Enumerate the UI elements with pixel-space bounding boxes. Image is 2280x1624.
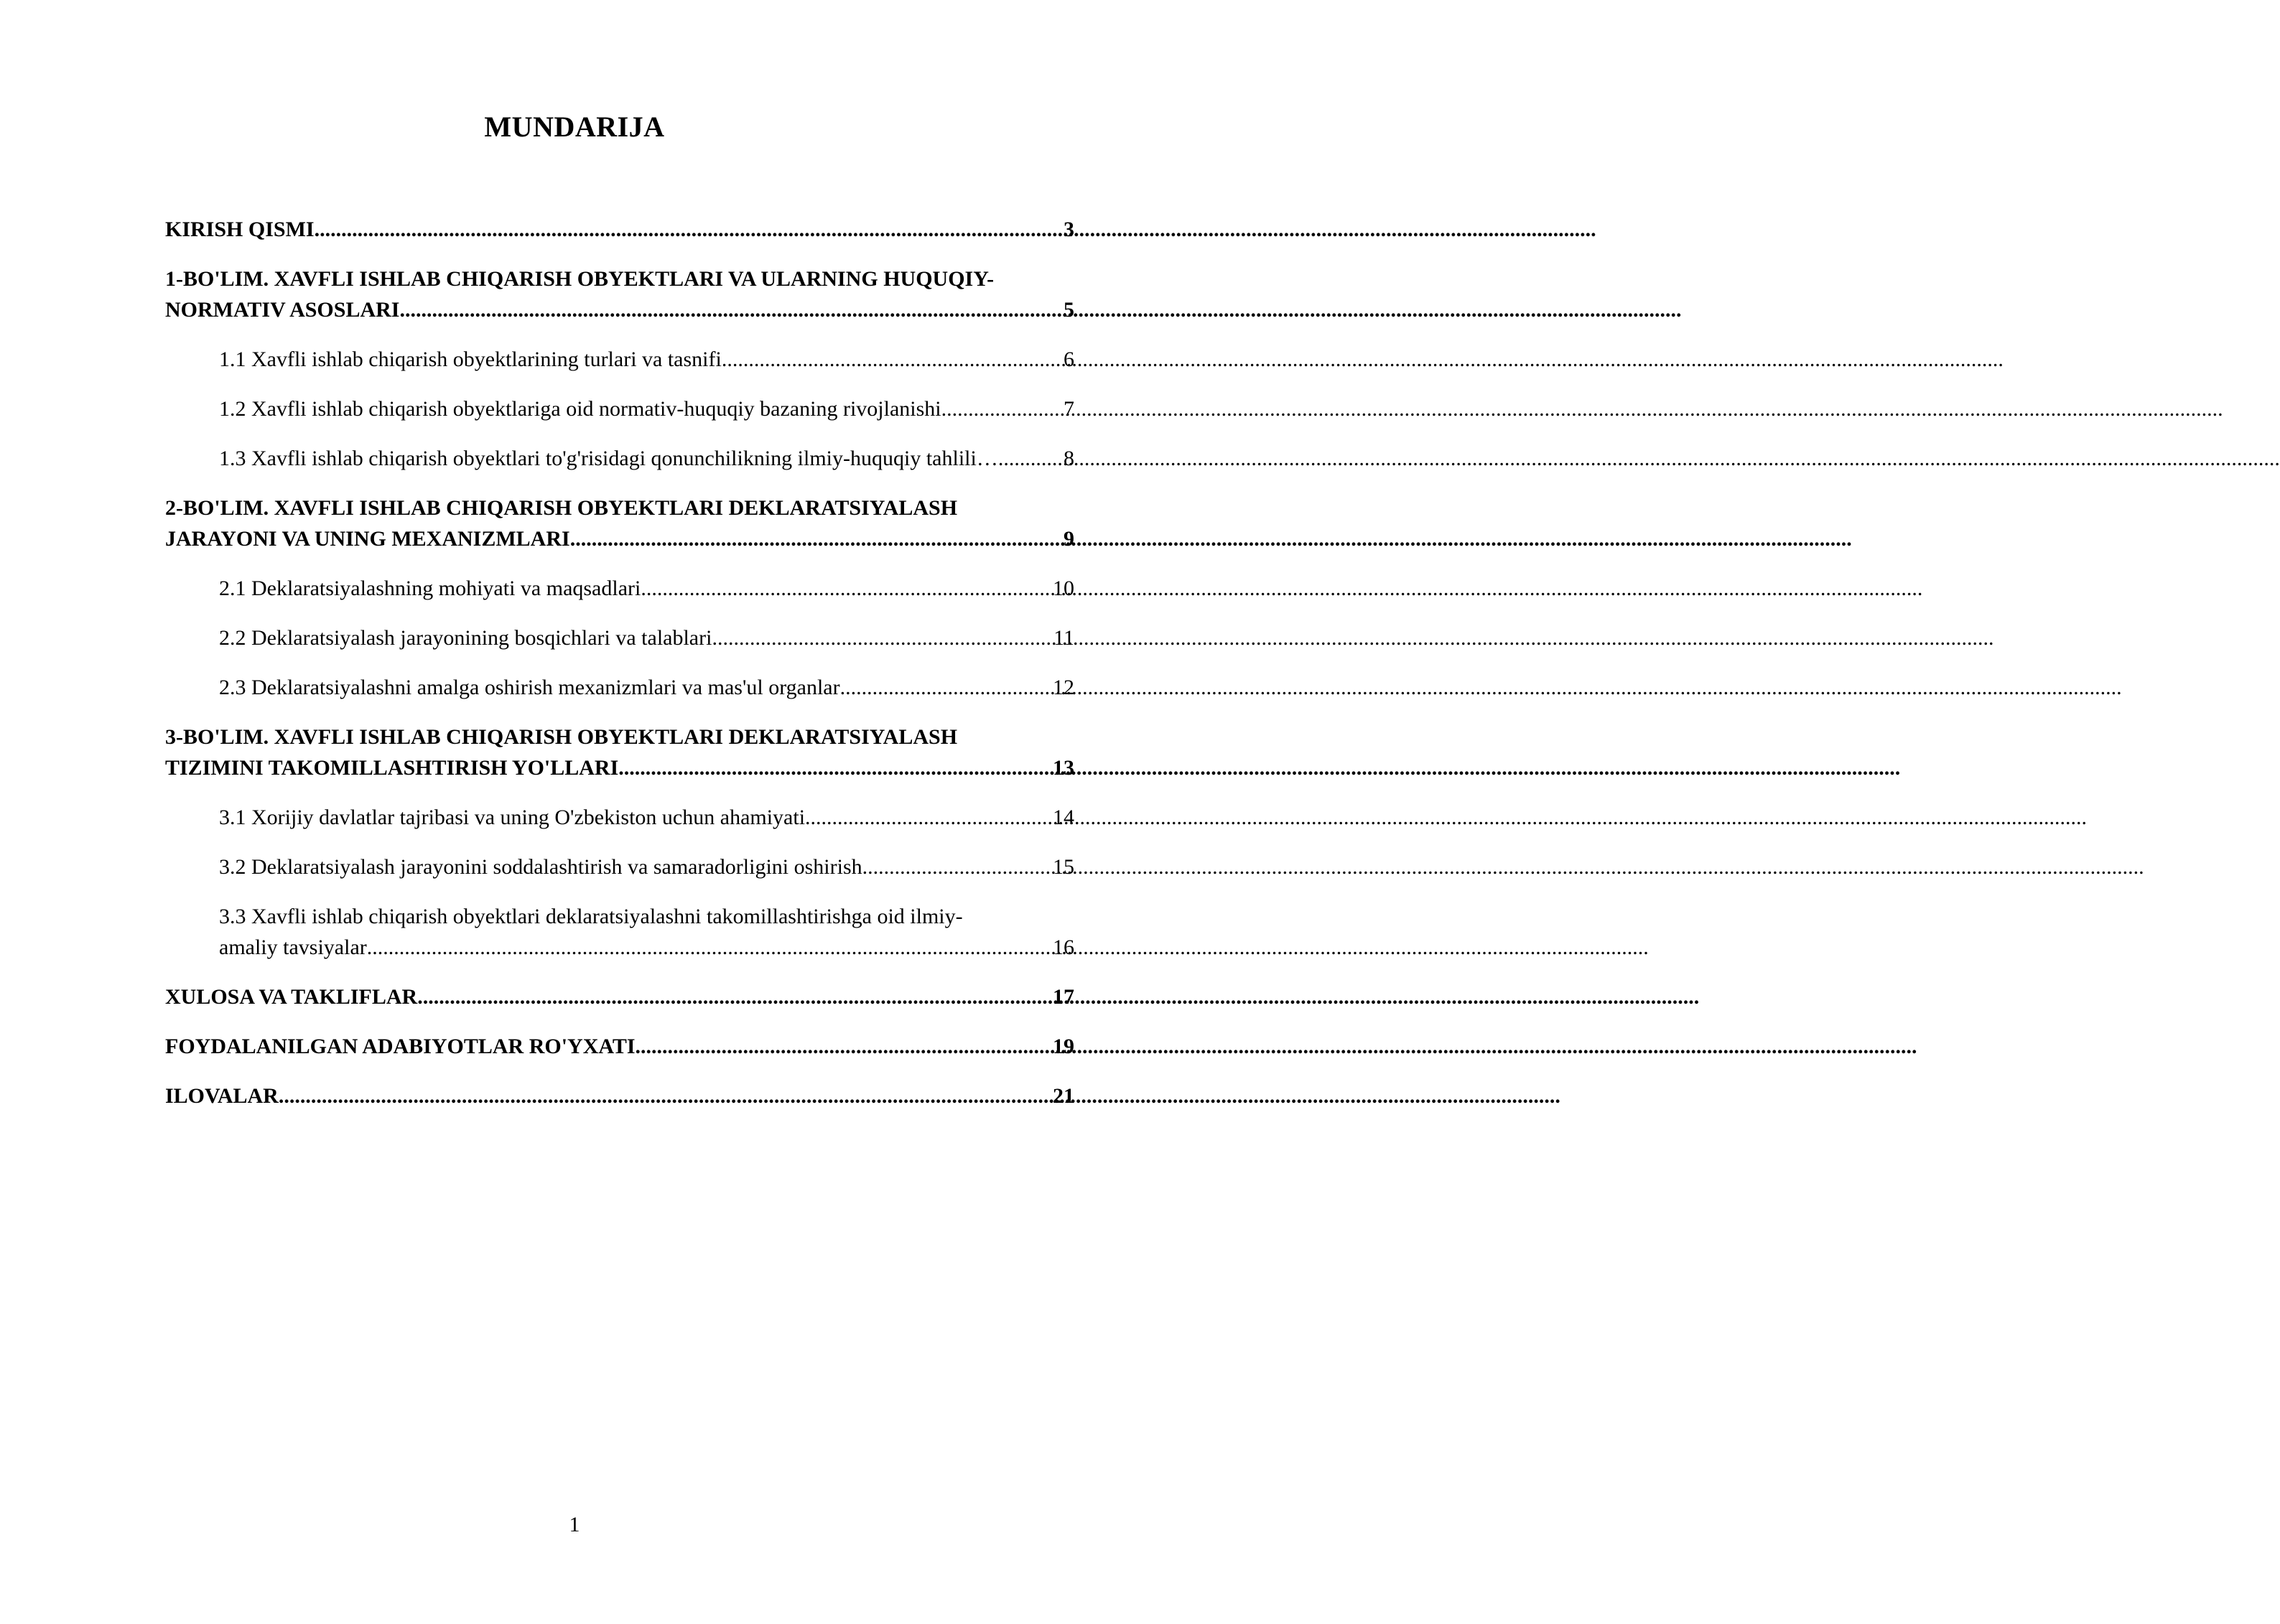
toc-page-number: 15: [1053, 855, 1074, 879]
toc-entry-chapter-2[interactable]: [165, 493, 1074, 554]
toc-entry-2-2[interactable]: [165, 622, 1074, 653]
toc-page-number: 10: [1053, 577, 1074, 600]
toc-entry-3-3[interactable]: [165, 901, 1074, 963]
toc-page-number: 11: [1053, 626, 1074, 650]
toc-leader-dots: [712, 622, 1052, 653]
toc-page-number: 9: [1064, 527, 1074, 551]
toc-entry-chapter-3[interactable]: [165, 722, 1074, 783]
toc-entry-text: ILOVALAR: [165, 1084, 279, 1108]
toc-entry-2-3[interactable]: [165, 672, 1074, 703]
toc-leader-dots: [641, 573, 1051, 604]
toc-leader-dots: [279, 1081, 1051, 1111]
toc-leader-dots: [862, 851, 1051, 882]
toc-leader-dots: [399, 294, 1062, 325]
toc-entry-3-1[interactable]: [165, 802, 1074, 833]
toc-entry-text: NORMATIV ASOSLARI: [165, 298, 400, 322]
toc-entry-text: 3.2 Deklaratsiyalash jarayonini soddalashtirish va samaradorligini oshirish: [219, 855, 862, 879]
toc-entry-text: 1.3 Xavfli ishlab chiqarish obyektlari to'g'risidagi qonunchilikning ilmiy-huquqiy tahlili…: [219, 447, 998, 470]
toc-entry-text: 2.2 Deklaratsiyalash jarayonining bosqichlari va talablari: [219, 626, 712, 650]
toc-entry-text: amaliy tavsiyalar: [219, 935, 367, 959]
page-title: MUNDARIJA: [484, 111, 665, 143]
toc-entry-text: 1.1 Xavfli ishlab chiqarish obyektlarining turlari va tasnifi: [219, 347, 722, 371]
toc-page-number: 21: [1053, 1084, 1074, 1108]
toc-entry-xulosa[interactable]: [165, 981, 1074, 1012]
toc-entry-text: 1.2 Xavfli ishlab chiqarish obyektlariga oid normativ-huquqiy bazaning rivojlanishi: [219, 397, 941, 421]
toc-entry-text: KIRISH QISMI: [165, 218, 315, 241]
toc-entry-text: 2.3 Deklaratsiyalashni amalga oshirish mexanizmlari va mas'ul organlar: [219, 676, 840, 699]
toc-entry-chapter-1[interactable]: [165, 263, 1074, 325]
toc-page-number: 5: [1064, 298, 1074, 322]
toc-page-number: 19: [1053, 1035, 1074, 1058]
page-number: 1: [569, 1513, 580, 1536]
toc-page-number: 12: [1053, 676, 1074, 699]
toc-entry-text: FOYDALANILGAN ADABIYOTLAR RO'YXATI: [165, 1035, 636, 1058]
toc-entry-ilovalar[interactable]: [165, 1081, 1074, 1111]
toc-page-number: 6: [1064, 347, 1074, 371]
toc-leader-dots: [367, 932, 1051, 963]
toc-entry-adabiyotlar[interactable]: [165, 1031, 1074, 1062]
toc-entry-text-line1: 3-BO'LIM. XAVFLI ISHLAB CHIQARISH OBYEKTLARI DEKLARATSIYALASH: [165, 725, 958, 749]
toc-entry-text-line1: 3.3 Xavfli ishlab chiqarish obyektlari deklaratsiyalashni takomillashtirishga oid ilmiy-: [219, 905, 963, 928]
toc-leader-dots: [941, 393, 1062, 424]
toc-entry-1-2[interactable]: [165, 393, 1074, 424]
toc-entry-3-2[interactable]: [165, 851, 1074, 882]
toc-leader-dots: [722, 344, 1062, 375]
toc-entry-1-1[interactable]: [165, 344, 1074, 375]
toc-page-number: 7: [1064, 397, 1074, 421]
toc-leader-dots: [618, 752, 1051, 783]
toc-leader-dots: [636, 1031, 1051, 1062]
toc-entry-text: JARAYONI VA UNING MEXANIZMLARI: [165, 527, 570, 551]
table-of-contents: [165, 214, 1074, 1111]
toc-page-number: 16: [1053, 935, 1074, 959]
toc-leader-dots: [570, 523, 1062, 554]
toc-page-number: 8: [1064, 447, 1074, 470]
toc-entry-2-1[interactable]: [165, 573, 1074, 604]
toc-entry-text: XULOSA VA TAKLIFLAR: [165, 985, 418, 1009]
toc-page-number: 13: [1053, 756, 1074, 780]
toc-entry-text: TIZIMINI TAKOMILLASHTIRISH YO'LLARI: [165, 756, 619, 780]
toc-leader-dots: [417, 981, 1051, 1012]
toc-entry-kirish[interactable]: [165, 214, 1074, 245]
toc-leader-dots: [315, 214, 1062, 245]
toc-leader-dots: [998, 443, 1062, 474]
toc-page-number: 17: [1053, 985, 1074, 1009]
toc-page-number: 3: [1064, 218, 1074, 241]
toc-page-number: 14: [1053, 806, 1074, 829]
toc-entry-text-line1: 2-BO'LIM. XAVFLI ISHLAB CHIQARISH OBYEKTLARI DEKLARATSIYALASH: [165, 496, 958, 520]
toc-entry-text: 3.1 Xorijiy davlatlar tajribasi va uning O'zbekiston uchun ahamiyati: [219, 806, 806, 829]
toc-leader-dots: [840, 672, 1051, 703]
toc-entry-1-3[interactable]: [165, 443, 1074, 474]
toc-entry-text: 2.1 Deklaratsiyalashning mohiyati va maqsadlari: [219, 577, 641, 600]
toc-entry-text-line1: 1-BO'LIM. XAVFLI ISHLAB CHIQARISH OBYEKTLARI VA ULARNING HUQUQIY-: [165, 267, 995, 291]
toc-leader-dots: [805, 802, 1051, 833]
